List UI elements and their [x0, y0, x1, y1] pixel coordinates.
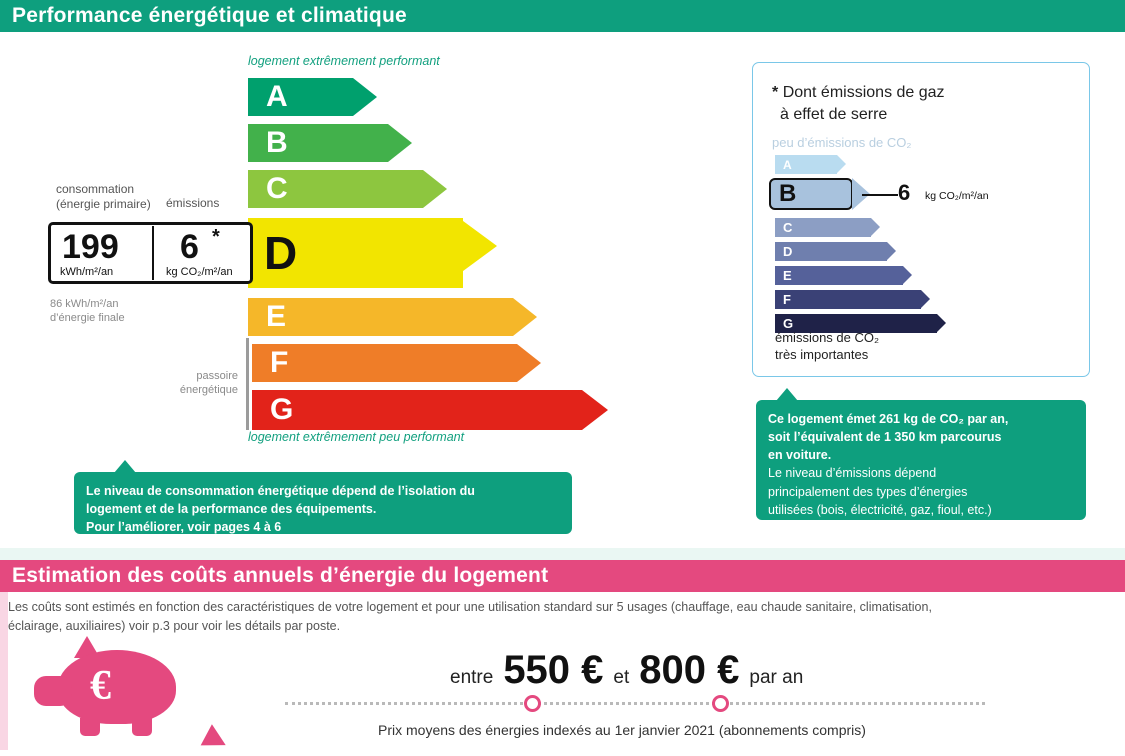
co2-bar-e-letter: E: [783, 268, 792, 283]
dpe-bar-c-letter: C: [266, 172, 288, 205]
price-and-label: et: [613, 667, 630, 688]
dpe-bar-g-letter: G: [270, 393, 294, 426]
final-energy-line1: 86 kWh/m²/an: [50, 298, 119, 310]
callout-climate-line4: Le niveau d’émissions dépend: [768, 466, 937, 481]
section-header-costs: [0, 560, 1125, 592]
callout-climate-line5: principalement des types d’énergies: [768, 484, 968, 499]
co2-leader-line: [862, 194, 898, 196]
price-scale-node-low: [524, 695, 541, 712]
passoire-bracket: [246, 338, 249, 430]
co2-bar-c-letter: C: [783, 220, 793, 235]
dpe-bar-f-letter: F: [270, 346, 289, 379]
callout-energy: [74, 472, 572, 534]
co2-bar-f: [775, 290, 921, 309]
price-scale-dotted-line: [285, 702, 985, 707]
co2-bar-c-arrow: [871, 218, 880, 236]
consumption-label-line1: consommation: [56, 182, 135, 196]
callout-climate-line3: en voiture.: [768, 448, 832, 463]
consumption-label: [56, 182, 151, 212]
piggy-snout: [34, 676, 72, 706]
mint-divider-band: [0, 548, 1125, 560]
co2-title-line2: à effet de serre: [780, 105, 888, 123]
dpe-bar-f-arrow: [517, 344, 541, 382]
co2-value: 6: [898, 180, 911, 205]
co2-bottom-line1: émissions de CO₂: [775, 330, 880, 345]
co2-title-line1: Dont émissions de gaz: [782, 84, 945, 101]
dpe-bottom-label: logement extrêmement peu performant: [248, 430, 465, 444]
dpe-bar-d-letter: D: [264, 227, 298, 279]
left-margin-costs: [0, 592, 8, 750]
co2-bar-b-current: [769, 178, 853, 210]
dpe-bar-b-arrow: [388, 124, 412, 162]
section-header-energy: [0, 0, 1125, 32]
co2-bar-e-arrow: [903, 266, 912, 284]
co2-bottom-label: [775, 330, 879, 364]
dpe-bar-b-letter: B: [266, 126, 288, 159]
dpe-bar-a: [248, 78, 353, 116]
dpe-bar-f: [252, 344, 517, 382]
consumption-label-line2: (énergie primaire): [56, 197, 151, 211]
callout-energy-line1: Le niveau de consommation énergétique dépend de l’isolation du: [86, 484, 475, 498]
dpe-bar-b: [248, 124, 388, 162]
callout-climate-line2: soit l’équivalent de 1 350 km parcourus: [768, 430, 1002, 445]
price-scale-node-high: [712, 695, 729, 712]
passoire-line2: énergétique: [179, 383, 238, 396]
dpe-bar-c-arrow: [423, 170, 447, 208]
co2-bar-f-arrow: [921, 290, 930, 308]
co2-bar-d-arrow: [887, 242, 896, 260]
final-energy-line2: d’énergie finale: [50, 311, 125, 324]
price-low-value: 550 €: [503, 648, 604, 692]
co2-bar-a: [775, 155, 837, 174]
dpe-bar-a-letter: A: [266, 80, 288, 113]
co2-bar-f-letter: F: [783, 292, 791, 307]
price-between-label: entre: [450, 667, 494, 688]
consumption-unit: kWh/m²/an: [60, 266, 114, 278]
passoire-line1: passoire: [196, 370, 238, 382]
co2-bar-e: [775, 266, 903, 285]
section-header-costs-label: Estimation des coûts annuels d’énergie du logement: [12, 564, 549, 587]
co2-bar-b-letter: B: [779, 180, 797, 207]
dpe-bar-e: [248, 298, 513, 336]
consumption-value: 199: [62, 228, 119, 266]
callout-climate-tail: [776, 388, 798, 401]
dpe-bar-c: [248, 170, 423, 208]
dpe-bar-g: [252, 390, 582, 430]
dpe-bar-d-current: [248, 218, 463, 288]
callout-energy-line2: logement et de la performance des équipements.: [86, 502, 377, 517]
piggy-leg-back: [132, 718, 152, 736]
co2-bar-d: [775, 242, 887, 261]
co2-bottom-line2: très importantes: [775, 346, 869, 362]
pink-arrow-icon: [201, 724, 232, 756]
costs-description: [8, 598, 1118, 636]
emission-unit: kg CO₂/m²/an: [166, 266, 233, 278]
section-header-energy-label: Performance énergétique et climatique: [12, 4, 407, 27]
piggy-leg-front: [80, 718, 100, 736]
costs-description-line1: Les coûts sont estimés en fonction des caractéristiques de votre logement et pour une utilisation standard sur 5 usages (chauffage, eau chaude sanitaire, climatisation,: [8, 600, 932, 614]
co2-panel-title: [772, 82, 1072, 125]
price-high-value: 800 €: [639, 648, 740, 692]
piggy-euro-symbol: €: [90, 663, 111, 709]
co2-star: *: [772, 84, 779, 101]
co2-value-unit: kg CO₂/m²/an: [925, 190, 989, 202]
price-index-note: Prix moyens des énergies indexés au 1er janvier 2021 (abonnements compris): [378, 722, 866, 738]
emission-label: émissions: [166, 196, 220, 210]
callout-energy-tail: [114, 460, 136, 473]
costs-description-line2: éclairage, auxiliaires) voir p.3 pour voir les détails par poste.: [8, 618, 341, 633]
emission-star: *: [212, 226, 220, 248]
callout-energy-line3: Pour l’améliorer, voir pages 4 à 6: [86, 520, 282, 535]
final-energy-note: [50, 298, 125, 326]
co2-bar-c: [775, 218, 871, 237]
dpe-bar-d-arrow: [459, 218, 497, 274]
dpe-bar-e-arrow: [513, 298, 537, 336]
callout-climate-line6: utilisées (bois, électricité, gaz, fioul, etc.): [768, 502, 992, 517]
dpe-bar-a-arrow: [353, 78, 377, 116]
dpe-bar-e-letter: E: [266, 300, 287, 333]
callout-climate-line1: Ce logement émet 261 kg de CO₂ par an,: [768, 412, 1009, 426]
dpe-bar-g-arrow: [582, 390, 608, 430]
passoire-note: [172, 370, 238, 398]
price-per-year-label: par an: [749, 667, 804, 688]
co2-bar-g-letter: G: [783, 316, 794, 331]
left-margin-energy: [0, 32, 8, 548]
co2-bar-g-arrow: [937, 314, 946, 332]
callout-climate: [756, 400, 1086, 520]
emission-value: 6: [180, 228, 199, 266]
co2-bar-a-letter: A: [783, 157, 792, 172]
piggy-body: [58, 650, 176, 724]
dpe-top-label: logement extrêmement performant: [248, 54, 440, 68]
co2-bar-d-letter: D: [783, 244, 793, 259]
co2-bar-a-arrow: [837, 155, 846, 173]
piggy-bank-icon: [28, 632, 198, 737]
co2-top-label: peu d’émissions de CO₂: [772, 135, 912, 150]
price-range-row: [440, 648, 960, 696]
consumption-box-divider: [152, 226, 154, 280]
